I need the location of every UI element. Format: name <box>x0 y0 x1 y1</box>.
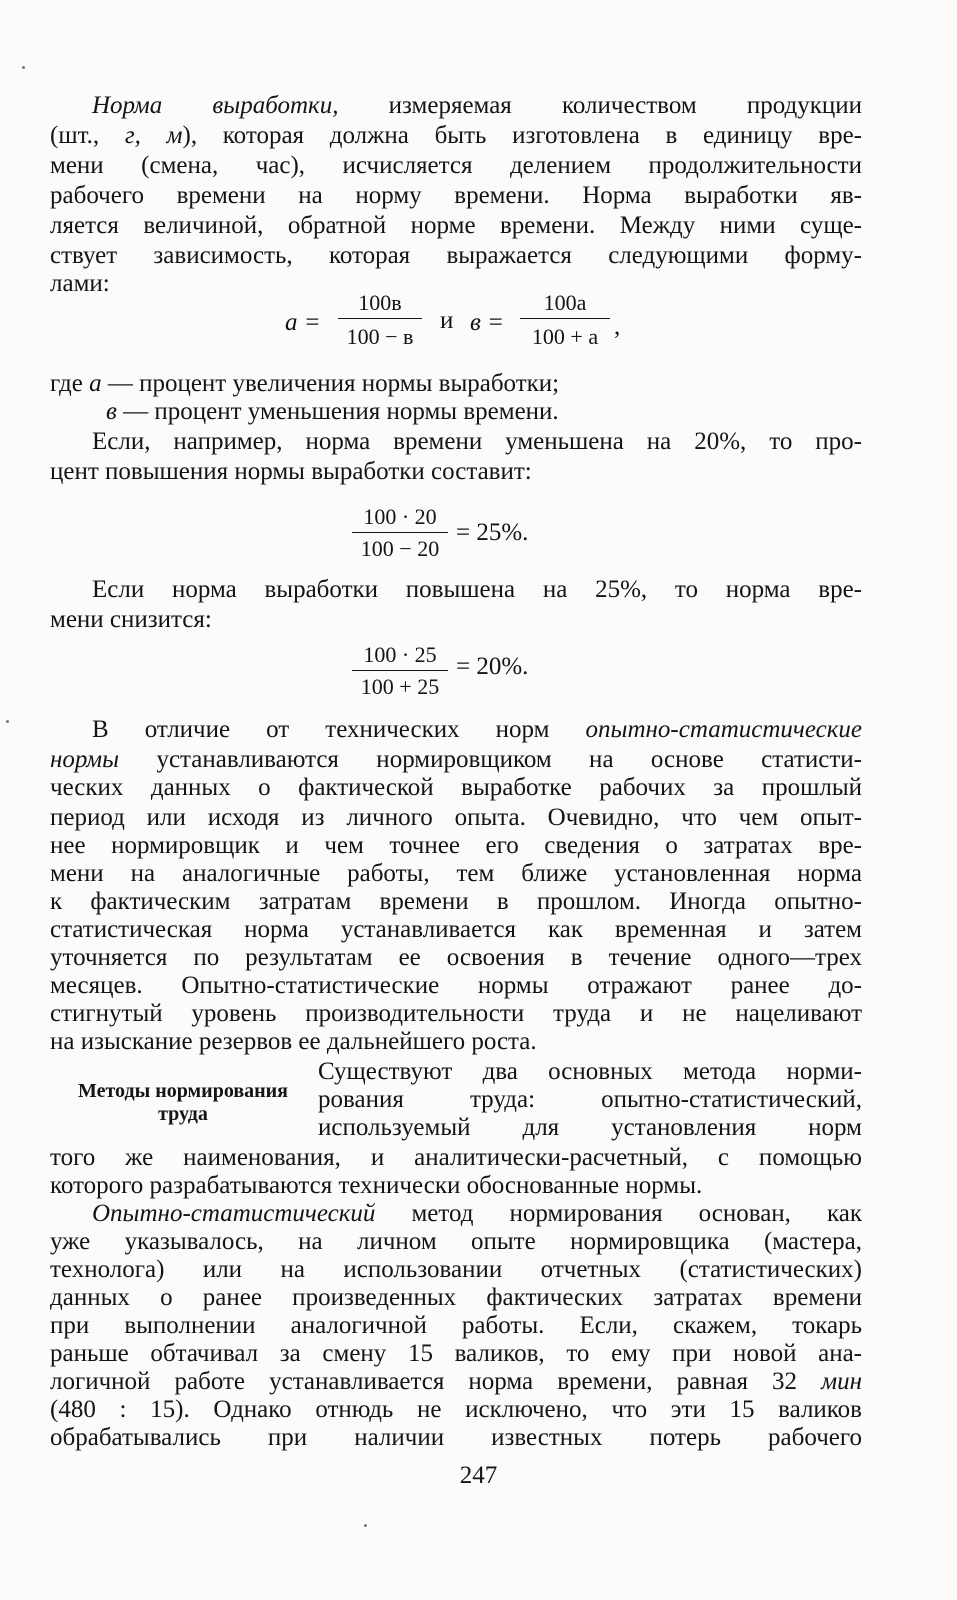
formula-denominator: 100 + 25 <box>360 674 440 699</box>
variable-italic: в <box>106 398 117 425</box>
fraction-bar <box>352 670 448 671</box>
units-italic: г, м <box>124 122 183 149</box>
text-line: месяцев. Опытно-статистические нормы отражают ранее до- <box>50 972 862 999</box>
text-line: уточняется по результатам ее освоения в течение одного—трех <box>50 944 862 971</box>
text-line: данных о ранее произведенных фактических затратах времени <box>50 1284 862 1311</box>
text-line: используемый для установления норм <box>318 1114 862 1141</box>
text-line: ческих данных о фактической выработке рабочих за прошлый <box>50 774 862 801</box>
text-line: обрабатывались при наличии известных потерь рабочего <box>50 1424 862 1451</box>
fraction-bar <box>352 532 448 533</box>
formula-numerator: 100 · 25 <box>363 642 437 667</box>
fraction-bar <box>338 318 422 319</box>
text-line: к фактическим затратам времени в прошлом. Иногда опытно- <box>50 888 862 915</box>
margin-heading-line: Методы нормирования <box>78 1080 288 1102</box>
formula-conjunction: и <box>440 307 454 334</box>
text-line: мени снизится: <box>50 606 212 633</box>
text-line <box>106 396 862 428</box>
text-line: Если, например, норма времени уменьшена на 20%, то про- <box>92 428 862 455</box>
fraction-bar <box>520 318 610 319</box>
formula-denominator: 100 − 20 <box>360 536 440 561</box>
formula-numerator: 100а <box>543 290 587 315</box>
text-line: мени на аналогичные работы, тем ближе установленная норма <box>50 860 862 887</box>
text-span: логичной работе устанавливается норма времени, равная 32 <box>50 1368 822 1395</box>
text-line: цент повышения нормы выработки составит: <box>50 458 532 485</box>
formula-tail: , <box>614 313 621 340</box>
text-line: которого разрабатываются технически обоснованные нормы. <box>50 1172 703 1199</box>
text-span: устанавливаются нормировщиком на основе статисти- <box>119 746 862 773</box>
text-line: ляется величиной, обратной норме времени. Между ними суще- <box>50 212 862 239</box>
text-span: измеряемая количеством продукции <box>338 92 862 119</box>
text-span: ), которая должна быть изготовлена в единицу вре- <box>182 122 862 149</box>
text-span: (шт., <box>50 122 125 149</box>
text-line: нее нормировщик и чем точнее его сведения о затратах вре- <box>50 832 862 859</box>
text-line: стигнутый уровень производительности труда и не нацеливают <box>50 1000 862 1027</box>
text-line <box>92 714 862 746</box>
text-line: при выполнении аналогичной работы. Если, скажем, токарь <box>50 1312 862 1339</box>
term-italic: нормы <box>50 746 120 773</box>
formula-numerator: 100 · 20 <box>363 504 437 529</box>
term-italic: опытно-статистические <box>585 716 862 743</box>
formula-lhs: a = <box>285 309 321 336</box>
formula-lhs: в = <box>470 309 504 336</box>
variable-italic: а <box>89 370 102 397</box>
text-line: рования труда: опытно-статистический, <box>318 1086 862 1113</box>
text-line: Существуют два основных метода норми- <box>318 1058 862 1085</box>
scan-speck <box>364 1524 367 1527</box>
unit-italic: мин <box>821 1368 862 1395</box>
text-line: раньше обтачивал за смену 15 валиков, то ему при новой ана- <box>50 1340 862 1367</box>
text-span: — процент увеличения нормы выработки; <box>101 370 560 397</box>
text-line: Если норма выработки повышена на 25%, то норма вре- <box>92 576 862 603</box>
text-line: статистическая норма устанавливается как временная и затем <box>50 916 862 943</box>
text-line: мени (смена, час), исчисляется делением продолжительности <box>50 152 862 179</box>
text-span: метод нормирования основан, как <box>375 1200 862 1227</box>
page-number: 247 <box>459 1462 498 1489</box>
text-line: на изыскание резервов ее дальнейшего роста. <box>50 1028 537 1055</box>
text-span: В отличие от технических норм <box>92 716 586 743</box>
formula-denominator: 100 + a <box>531 324 599 349</box>
text-line: период или исходя из личного опыта. Очевидно, что чем опыт- <box>50 804 862 831</box>
formula-result: = 25%. <box>456 519 529 546</box>
scan-speck <box>22 66 25 69</box>
text-line: ствует зависимость, которая выражается следующими форму- <box>50 242 862 269</box>
text-line: того же наименования, и аналитически-расчетный, с помощью <box>50 1144 862 1171</box>
margin-heading <box>58 1080 308 1126</box>
term-italic: Опытно-статистический <box>92 1200 376 1227</box>
text-span: где <box>50 370 90 397</box>
text-line: рабочего времени на норму времени. Норма выработки яв- <box>50 182 862 209</box>
text-line <box>92 90 862 122</box>
text-line: уже указывалось, на личном опыте нормировщика (мастера, <box>50 1228 862 1255</box>
term-italic: Норма выработки, <box>92 92 339 119</box>
text-span: — процент уменьшения нормы времени. <box>116 398 559 425</box>
formula-result: = 20%. <box>456 653 529 680</box>
text-line: (480 : 15). Однако отнюдь не исключено, что эти 15 валиков <box>50 1396 862 1423</box>
text-line <box>50 120 862 152</box>
formula-numerator: 100в <box>358 290 402 315</box>
formula-denominator: 100 − в <box>346 324 414 349</box>
scan-speck <box>6 720 9 723</box>
text-line: лами: <box>50 270 110 297</box>
text-line: технолога) или на использовании отчетных (статистических) <box>50 1256 862 1283</box>
margin-heading-line: труда <box>158 1103 208 1125</box>
